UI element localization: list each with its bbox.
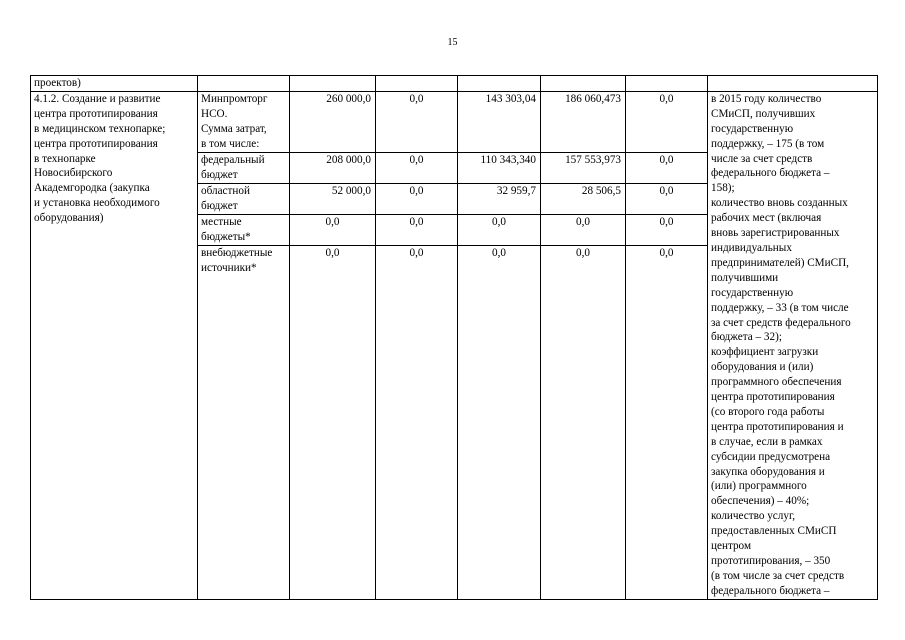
budget-table — [30, 75, 878, 600]
indicator-line: поддержку, – 33 (в том числе — [711, 301, 849, 314]
value-cell: 0,0 — [290, 214, 376, 245]
value-cell: 0,0 — [626, 152, 708, 183]
funding-label-line: в том числе: — [201, 137, 260, 150]
funding-label-line: областной — [201, 184, 250, 197]
indicator-line: (или) программного — [711, 480, 807, 493]
funding-source-cell — [198, 152, 290, 183]
indicator-line: федерального бюджета – — [711, 584, 830, 597]
value-cell: 0,0 — [290, 245, 376, 599]
value-cell: 0,0 — [626, 91, 708, 152]
value-cell: 0,0 — [541, 214, 626, 245]
indicator-line: бюджета – 32); — [711, 331, 782, 344]
value-cell: 0,0 — [458, 214, 541, 245]
value-cell: 208 000,0 — [290, 152, 376, 183]
indicator-line: 158); — [711, 182, 735, 195]
value-cell: 0,0 — [376, 214, 458, 245]
indicator-line: в случае, если в рамках — [711, 435, 823, 448]
indicator-line: центра прототипирования и — [711, 420, 844, 433]
indicator-line: программного обеспечения — [711, 376, 842, 389]
indicator-line: (со второго года работы — [711, 405, 825, 418]
indicator-line: вновь зарегистрированных — [711, 227, 840, 240]
funding-label-line: Минпромторг — [201, 92, 268, 105]
funding-source-cell — [198, 183, 290, 214]
value-cell: 0,0 — [541, 245, 626, 599]
value-cell: 186 060,473 — [541, 91, 626, 152]
indicator-line: рабочих мест (включая — [711, 212, 822, 225]
indicator-line: центра прототипирования — [711, 391, 835, 404]
value-cell: 0,0 — [376, 183, 458, 214]
item-title-line: и установка необходимого — [34, 197, 160, 210]
item-title-line: в медицинском технопарке; — [34, 122, 166, 135]
indicator-line: количество услуг, — [711, 510, 796, 523]
indicator-line: получившими — [711, 271, 779, 284]
value-cell: 0,0 — [376, 152, 458, 183]
table-row-continuation — [31, 76, 878, 92]
indicator-line: поддержку, – 175 (в том — [711, 137, 825, 150]
page-number: 15 — [447, 37, 458, 48]
value-cell: 143 303,04 — [458, 91, 541, 152]
indicator-line: коэффициент загрузки — [711, 346, 819, 359]
indicators-cell — [708, 91, 878, 599]
value-cell: 32 959,7 — [458, 183, 541, 214]
indicator-line: центром — [711, 540, 752, 553]
value-cell: 260 000,0 — [290, 91, 376, 152]
item-title-line: Новосибирского — [34, 167, 113, 180]
indicator-line: предоставленных СМиСП — [711, 525, 837, 538]
item-title-line: центра прототипирования — [34, 107, 158, 120]
funding-label-line: бюджет — [201, 199, 238, 212]
value-cell: 28 506,5 — [541, 183, 626, 214]
indicator-line: федерального бюджета – — [711, 167, 830, 180]
value-cell: 0,0 — [626, 214, 708, 245]
item-title-line: в технопарке — [34, 152, 96, 165]
item-title-cell — [31, 91, 198, 599]
indicator-line: предпринимателей) СМиСП, — [711, 256, 849, 269]
value-cell: 52 000,0 — [290, 183, 376, 214]
value-cell: 0,0 — [626, 245, 708, 599]
indicator-line: государственную — [711, 286, 794, 299]
funding-label-line: НСО. — [201, 107, 228, 120]
indicator-line: государственную — [711, 122, 794, 135]
indicator-line: (в том числе за счет средств — [711, 569, 845, 582]
indicator-line: за счет средств федерального — [711, 316, 851, 329]
indicator-line: закупка оборудования и — [711, 465, 825, 478]
funding-source-cell — [198, 214, 290, 245]
indicator-line: СМиСП, получивших — [711, 107, 816, 120]
funding-source-cell — [198, 245, 290, 599]
indicator-line: прототипирования, – 350 — [711, 555, 831, 567]
value-cell: 0,0 — [376, 245, 458, 599]
indicator-line: индивидуальных — [711, 241, 792, 254]
indicator-line: в 2015 году количество — [711, 92, 822, 105]
item-title-line: 4.1.2. Создание и развитие — [34, 92, 161, 105]
funding-source-cell — [198, 91, 290, 152]
value-cell: 0,0 — [626, 183, 708, 214]
value-cell: 110 343,340 — [458, 152, 541, 183]
funding-label-line: внебюджетные — [201, 246, 273, 259]
indicator-line: субсидии предусмотрена — [711, 450, 831, 463]
indicator-line: количество вновь созданных — [711, 197, 848, 210]
funding-label-line: Сумма затрат, — [201, 122, 267, 135]
funding-label-line: местные — [201, 215, 242, 228]
value-cell: 157 553,973 — [541, 152, 626, 183]
item-title-line: центра прототипирования — [34, 137, 158, 150]
funding-label-line: источники* — [201, 261, 257, 274]
indicator-line: числе за счет средств — [711, 152, 813, 165]
table-row — [31, 91, 878, 152]
continuation-cell: проектов) — [31, 76, 198, 92]
indicator-line: обеспечения) – 40%; — [711, 495, 810, 508]
value-cell: 0,0 — [376, 91, 458, 152]
indicator-line: оборудования и (или) — [711, 361, 814, 374]
item-title-line: Академгородка (закупка — [34, 182, 150, 195]
item-title-line: оборудования) — [34, 212, 104, 225]
value-cell: 0,0 — [458, 245, 541, 599]
funding-label-line: федеральный — [201, 153, 265, 166]
funding-label-line: бюджет — [201, 168, 238, 181]
funding-label-line: бюджеты* — [201, 230, 251, 243]
